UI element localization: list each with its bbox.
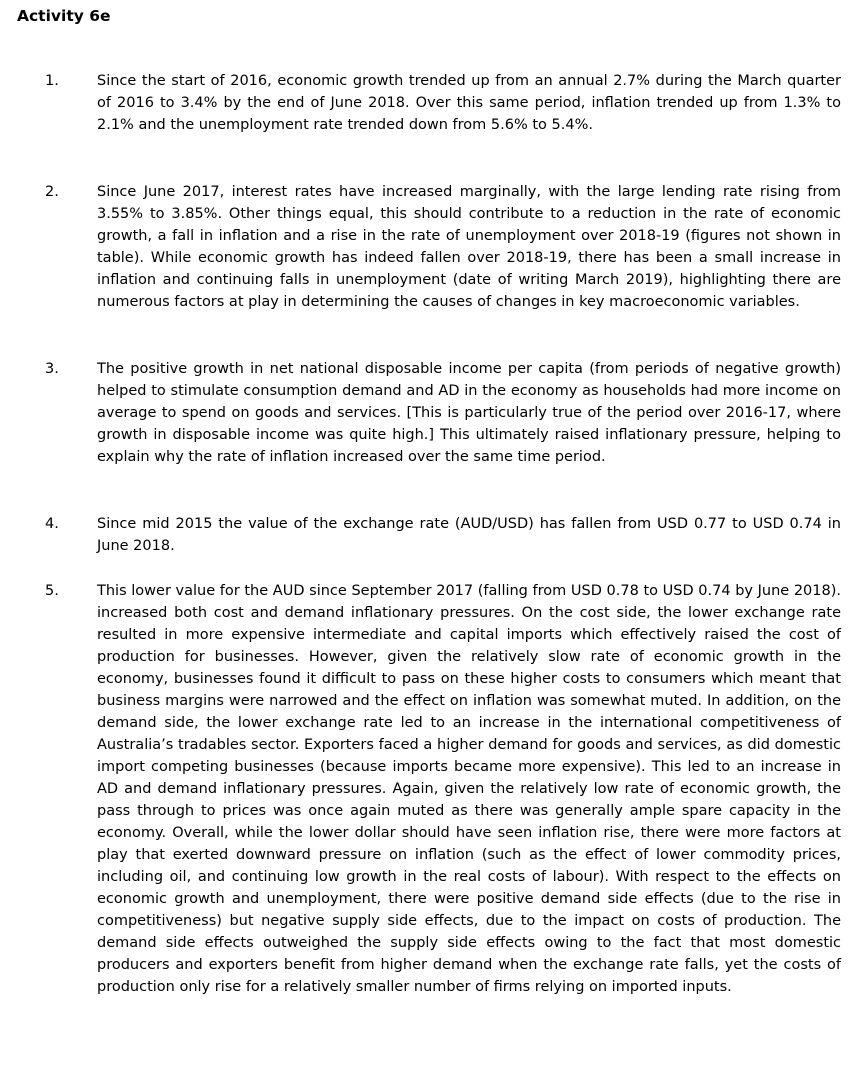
activity-heading: Activity 6e [17,7,111,25]
list-item-number: 5. [45,583,59,599]
list-item-text: Since June 2017, interest rates have increased marginally, with the large lending rate rising from 3.55% to 3.85%. Other things equal, this should contribute to a reduction in the rate of economic growth, a fall in inflation and a rise in the rate of unemployment over 2018-19 (figures not shown in table). While economic growth has indeed fallen over 2018-19, there has been a small increase in inflation and continuing falls in unemployment (date of writing March 2019), highlighting there are numerous factors at play in determining the causes of changes in key macroeconomic variables. [97,184,841,310]
list-item-text: Since mid 2015 the value of the exchange rate (AUD/USD) has fallen from USD 0.77 to USD 0.74 in June 2018. [97,516,841,554]
list-item-number: 1. [45,73,59,89]
list-item-text: Since the start of 2016, economic growth trended up from an annual 2.7% during the March quarter of 2016 to 3.4% by the end of June 2018. Over this same period, inflation trended up from 1.3% to 2.1% and the unemployment rate trended down from 5.6% to 5.4%. [97,73,841,133]
list-item-number: 4. [45,516,59,532]
list-item-number: 3. [45,361,59,377]
list-item-text: The positive growth in net national disposable income per capita (from periods of negative growth) helped to stimulate consumption demand and AD in the economy as households had more income on average to spend on goods and services. [This is particularly true of the period over 2016-17, where growth in disposable income was quite high.] This ultimately raised inflationary pressure, helping to explain why the rate of inflation increased over the same time period. [97,361,841,465]
list-item-number: 2. [45,184,59,200]
list-item-text: This lower value for the AUD since September 2017 (falling from USD 0.78 to USD 0.74 by June 2018). increased both cost and demand inflationary pressures. On the cost side, the lower exchange rate resulted in more expensive intermediate and capital imports which effectively raised the cost of production for businesses. However, given the relatively slow rate of economic growth in the economy, businesses found it difficult to pass on these higher costs to consumers which meant that business margins were narrowed and the effect on inflation was somewhat muted. In addition, on the demand side, the lower exchange rate led to an increase in the international competitiveness of Australia’s tradables sector. Exporters faced a higher demand for goods and services, as did domestic import competing businesses (because imports became more expensive). This led to an increase in AD and demand inflationary pressures. Again, given the relatively low rate of economic growth, the pass through to prices was once again muted as there was generally ample spare capacity in the economy. Overall, while the lower dollar should have seen inflation rise, there were more factors at play that exerted downward pressure on inflation (such as the effect of lower commodity prices, including oil, and continuing low growth in the real costs of labour). With respect to the effects on economic growth and unemployment, there were positive demand side effects (due to the rise in competitiveness) but negative supply side effects, due to the impact on costs of production. The demand side effects outweighed the supply side effects owing to the fact that most domestic producers and exporters benefit from higher demand when the exchange rate falls, yet the costs of production only rise for a relatively smaller number of firms relying on imported inputs. [97,583,841,995]
